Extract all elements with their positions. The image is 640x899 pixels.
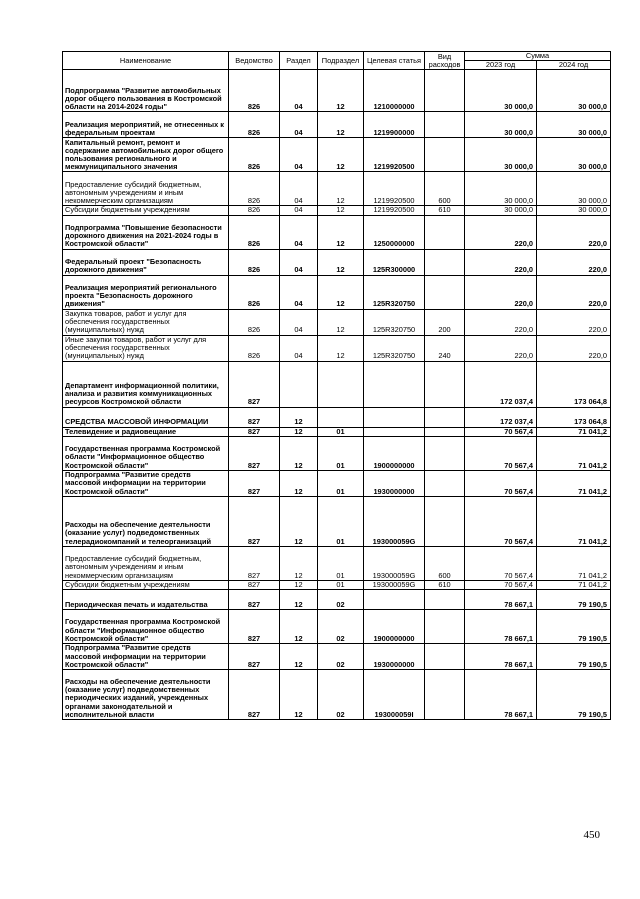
cell-dept: 827 <box>229 580 280 589</box>
cell-art: 1930000000 <box>364 644 425 670</box>
cell-name: Телевидение и радиовещание <box>63 427 229 436</box>
cell-dept: 827 <box>229 361 280 407</box>
table-row <box>63 644 611 670</box>
cell-y2: 30 000,0 <box>537 172 611 206</box>
cell-y1: 70 567,4 <box>465 436 537 470</box>
cell-sec: 12 <box>280 580 318 589</box>
cell-art: 1210000000 <box>364 70 425 112</box>
cell-vr <box>425 670 465 720</box>
table-row <box>63 496 611 546</box>
cell-y2: 220,0 <box>537 275 611 309</box>
cell-vr: 200 <box>425 309 465 335</box>
cell-art: 193000059G <box>364 580 425 589</box>
page-number: 450 <box>583 829 600 841</box>
cell-art: 125R320750 <box>364 309 425 335</box>
cell-name: Департамент информационной политики, анализа и развития коммуникационных ресурсов Костромской области <box>63 361 229 407</box>
table-row <box>63 590 611 610</box>
cell-dept: 827 <box>229 496 280 546</box>
cell-sub: 01 <box>318 436 364 470</box>
cell-dept: 827 <box>229 470 280 496</box>
cell-sec: 04 <box>280 275 318 309</box>
table-row <box>63 427 611 436</box>
cell-dept: 826 <box>229 138 280 172</box>
cell-dept: 826 <box>229 206 280 215</box>
cell-vr: 610 <box>425 206 465 215</box>
cell-y1: 30 000,0 <box>465 70 537 112</box>
cell-art: 193000059G <box>364 496 425 546</box>
table-row <box>63 610 611 644</box>
cell-name: Реализация мероприятий регионального проекта "Безопасность дорожного движения" <box>63 275 229 309</box>
cell-sub: 12 <box>318 70 364 112</box>
budget-table <box>62 51 611 720</box>
cell-sub: 02 <box>318 670 364 720</box>
cell-dept: 826 <box>229 249 280 275</box>
table-row <box>63 436 611 470</box>
cell-dept: 826 <box>229 70 280 112</box>
cell-name: Иные закупки товаров, работ и услуг для обеспечения государственных (муниципальных) нужд <box>63 335 229 361</box>
cell-dept: 826 <box>229 275 280 309</box>
cell-y2: 220,0 <box>537 215 611 249</box>
cell-name: Подпрограмма "Повышение безопасности дорожного движения на 2021-2024 годы в Костромской области" <box>63 215 229 249</box>
cell-y2: 220,0 <box>537 335 611 361</box>
cell-sub: 01 <box>318 427 364 436</box>
cell-art: 193000059I <box>364 670 425 720</box>
cell-sec: 12 <box>280 670 318 720</box>
cell-dept: 827 <box>229 427 280 436</box>
cell-sec: 04 <box>280 215 318 249</box>
cell-name: Капитальный ремонт, ремонт и содержание автомобильных дорог общего пользования регионального и межмуниципального значения <box>63 138 229 172</box>
cell-y2: 71 041,2 <box>537 496 611 546</box>
cell-sub: 12 <box>318 275 364 309</box>
cell-vr <box>425 215 465 249</box>
cell-y2: 173 064,8 <box>537 361 611 407</box>
cell-sec: 12 <box>280 436 318 470</box>
cell-y2: 220,0 <box>537 309 611 335</box>
cell-sub <box>318 361 364 407</box>
cell-sub: 12 <box>318 309 364 335</box>
cell-y1: 78 667,1 <box>465 670 537 720</box>
cell-vr: 610 <box>425 580 465 589</box>
cell-dept: 827 <box>229 610 280 644</box>
header-year-2023: 2023 год <box>465 61 537 70</box>
cell-y2: 79 190,5 <box>537 670 611 720</box>
cell-y1: 70 567,4 <box>465 496 537 546</box>
cell-y1: 220,0 <box>465 215 537 249</box>
table-body <box>63 70 611 720</box>
cell-sec: 04 <box>280 206 318 215</box>
cell-y2: 220,0 <box>537 249 611 275</box>
cell-y2: 79 190,5 <box>537 644 611 670</box>
cell-y1: 172 037,4 <box>465 407 537 427</box>
cell-y1: 70 567,4 <box>465 427 537 436</box>
cell-sec: 12 <box>280 644 318 670</box>
cell-sub: 12 <box>318 335 364 361</box>
cell-sub: 01 <box>318 470 364 496</box>
cell-y2: 71 041,2 <box>537 427 611 436</box>
cell-dept: 827 <box>229 644 280 670</box>
header-target-article: Целевая статья <box>364 52 425 70</box>
cell-name: Закупка товаров, работ и услуг для обеспечения государственных (муниципальных) нужд <box>63 309 229 335</box>
cell-sub: 02 <box>318 590 364 610</box>
table-row <box>63 172 611 206</box>
cell-dept: 826 <box>229 335 280 361</box>
cell-art: 1900000000 <box>364 436 425 470</box>
cell-y1: 70 567,4 <box>465 470 537 496</box>
cell-art: 125R320750 <box>364 335 425 361</box>
cell-y1: 30 000,0 <box>465 206 537 215</box>
cell-name: Субсидии бюджетным учреждениям <box>63 580 229 589</box>
table-row <box>63 275 611 309</box>
cell-y1: 70 567,4 <box>465 546 537 580</box>
cell-y2: 71 041,2 <box>537 436 611 470</box>
cell-y1: 220,0 <box>465 335 537 361</box>
table-row <box>63 670 611 720</box>
table-row <box>63 407 611 427</box>
cell-name: Реализация мероприятий, не отнесенных к федеральным проектам <box>63 112 229 138</box>
cell-vr <box>425 138 465 172</box>
cell-vr <box>425 644 465 670</box>
cell-dept: 827 <box>229 546 280 580</box>
cell-sec: 12 <box>280 470 318 496</box>
cell-sec: 12 <box>280 427 318 436</box>
cell-y1: 220,0 <box>465 275 537 309</box>
cell-y2: 30 000,0 <box>537 112 611 138</box>
cell-vr <box>425 70 465 112</box>
cell-vr <box>425 436 465 470</box>
cell-sec: 04 <box>280 138 318 172</box>
cell-sec: 12 <box>280 590 318 610</box>
header-department: Ведомство <box>229 52 280 70</box>
cell-y2: 71 041,2 <box>537 546 611 580</box>
cell-y2: 30 000,0 <box>537 70 611 112</box>
cell-y2: 173 064,8 <box>537 407 611 427</box>
cell-art: 1250000000 <box>364 215 425 249</box>
cell-dept: 826 <box>229 309 280 335</box>
cell-y1: 78 667,1 <box>465 610 537 644</box>
cell-dept: 826 <box>229 215 280 249</box>
cell-art: 1930000000 <box>364 470 425 496</box>
cell-name: Государственная программа Костромской области "Информационное общество Костромской области" <box>63 610 229 644</box>
header-section: Раздел <box>280 52 318 70</box>
cell-vr <box>425 610 465 644</box>
cell-sec: 04 <box>280 112 318 138</box>
cell-vr <box>425 427 465 436</box>
cell-name: Федеральный проект "Безопасность дорожного движения" <box>63 249 229 275</box>
cell-sub: 12 <box>318 249 364 275</box>
cell-name: Подпрограмма "Развитие средств массовой информации на территории Костромской области" <box>63 470 229 496</box>
cell-vr <box>425 249 465 275</box>
cell-y1: 172 037,4 <box>465 361 537 407</box>
cell-sec: 12 <box>280 496 318 546</box>
table-row <box>63 309 611 335</box>
cell-vr: 600 <box>425 546 465 580</box>
cell-art: 1900000000 <box>364 610 425 644</box>
cell-dept: 827 <box>229 590 280 610</box>
table-row <box>63 546 611 580</box>
cell-sub: 12 <box>318 138 364 172</box>
table-row <box>63 206 611 215</box>
cell-name: Периодическая печать и издательства <box>63 590 229 610</box>
cell-sub: 01 <box>318 496 364 546</box>
cell-name: Государственная программа Костромской области "Информационное общество Костромской области" <box>63 436 229 470</box>
table-row <box>63 138 611 172</box>
cell-dept: 826 <box>229 112 280 138</box>
cell-y1: 220,0 <box>465 249 537 275</box>
cell-art <box>364 407 425 427</box>
cell-name: Подпрограмма "Развитие автомобильных дорог общего пользования в Костромской области на 2014-2024 годы" <box>63 70 229 112</box>
cell-name: Предоставление субсидий бюджетным, автономным учреждениям и иным некоммерческим организациям <box>63 172 229 206</box>
cell-sub: 12 <box>318 206 364 215</box>
cell-name: Расходы на обеспечение деятельности (оказание услуг) подведомственных периодических изданий, учрежденных органами законодательной и исполнительной власти <box>63 670 229 720</box>
cell-vr <box>425 361 465 407</box>
cell-art: 1219900000 <box>364 112 425 138</box>
cell-art: 1219920500 <box>364 172 425 206</box>
header-sum: Сумма <box>465 52 611 61</box>
cell-name: Подпрограмма "Развитие средств массовой информации на территории Костромской области" <box>63 644 229 670</box>
cell-vr: 240 <box>425 335 465 361</box>
cell-sec <box>280 361 318 407</box>
cell-vr <box>425 590 465 610</box>
cell-y2: 30 000,0 <box>537 138 611 172</box>
cell-y1: 30 000,0 <box>465 138 537 172</box>
table-row <box>63 361 611 407</box>
cell-y1: 70 567,4 <box>465 580 537 589</box>
cell-sec: 12 <box>280 610 318 644</box>
cell-name: Субсидии бюджетным учреждениям <box>63 206 229 215</box>
cell-vr: 600 <box>425 172 465 206</box>
cell-sec: 04 <box>280 172 318 206</box>
cell-name: Предоставление субсидий бюджетным, автономным учреждениям и иным некоммерческим организациям <box>63 546 229 580</box>
cell-vr <box>425 275 465 309</box>
header-expense-type: Вид расходов <box>425 52 465 70</box>
cell-art: 125R320750 <box>364 275 425 309</box>
table-row <box>63 335 611 361</box>
cell-y2: 79 190,5 <box>537 590 611 610</box>
cell-art: 1219920500 <box>364 138 425 172</box>
table-row <box>63 470 611 496</box>
cell-sec: 04 <box>280 249 318 275</box>
cell-art: 1219920500 <box>364 206 425 215</box>
cell-sub: 02 <box>318 644 364 670</box>
cell-sub: 01 <box>318 546 364 580</box>
cell-y2: 30 000,0 <box>537 206 611 215</box>
cell-sec: 12 <box>280 546 318 580</box>
cell-vr <box>425 112 465 138</box>
cell-y1: 30 000,0 <box>465 172 537 206</box>
table-row <box>63 112 611 138</box>
cell-sec: 04 <box>280 309 318 335</box>
cell-sec: 04 <box>280 70 318 112</box>
cell-name: СРЕДСТВА МАССОВОЙ ИНФОРМАЦИИ <box>63 407 229 427</box>
cell-y1: 78 667,1 <box>465 590 537 610</box>
cell-dept: 827 <box>229 407 280 427</box>
header-subsection: Подраздел <box>318 52 364 70</box>
cell-y2: 71 041,2 <box>537 470 611 496</box>
table-row <box>63 580 611 589</box>
cell-vr <box>425 407 465 427</box>
cell-art: 125R300000 <box>364 249 425 275</box>
cell-y1: 78 667,1 <box>465 644 537 670</box>
cell-art <box>364 361 425 407</box>
cell-sub: 01 <box>318 580 364 589</box>
table-row <box>63 249 611 275</box>
cell-y2: 79 190,5 <box>537 610 611 644</box>
cell-y1: 30 000,0 <box>465 112 537 138</box>
cell-y1: 220,0 <box>465 309 537 335</box>
cell-name: Расходы на обеспечение деятельности (оказание услуг) подведомственных телерадиокомпаний и телеорганизаций <box>63 496 229 546</box>
cell-sub <box>318 407 364 427</box>
cell-dept: 827 <box>229 436 280 470</box>
table-row <box>63 215 611 249</box>
table-row <box>63 70 611 112</box>
cell-sec: 04 <box>280 335 318 361</box>
cell-art <box>364 427 425 436</box>
cell-sub: 12 <box>318 215 364 249</box>
cell-sub: 12 <box>318 172 364 206</box>
header-name: Наименование <box>63 52 229 70</box>
cell-sub: 12 <box>318 112 364 138</box>
cell-y2: 71 041,2 <box>537 580 611 589</box>
cell-sec: 12 <box>280 407 318 427</box>
cell-art: 193000059G <box>364 546 425 580</box>
cell-sub: 02 <box>318 610 364 644</box>
cell-vr <box>425 496 465 546</box>
cell-art <box>364 590 425 610</box>
cell-dept: 827 <box>229 670 280 720</box>
cell-dept: 826 <box>229 172 280 206</box>
cell-vr <box>425 470 465 496</box>
header-year-2024: 2024 год <box>537 61 611 70</box>
